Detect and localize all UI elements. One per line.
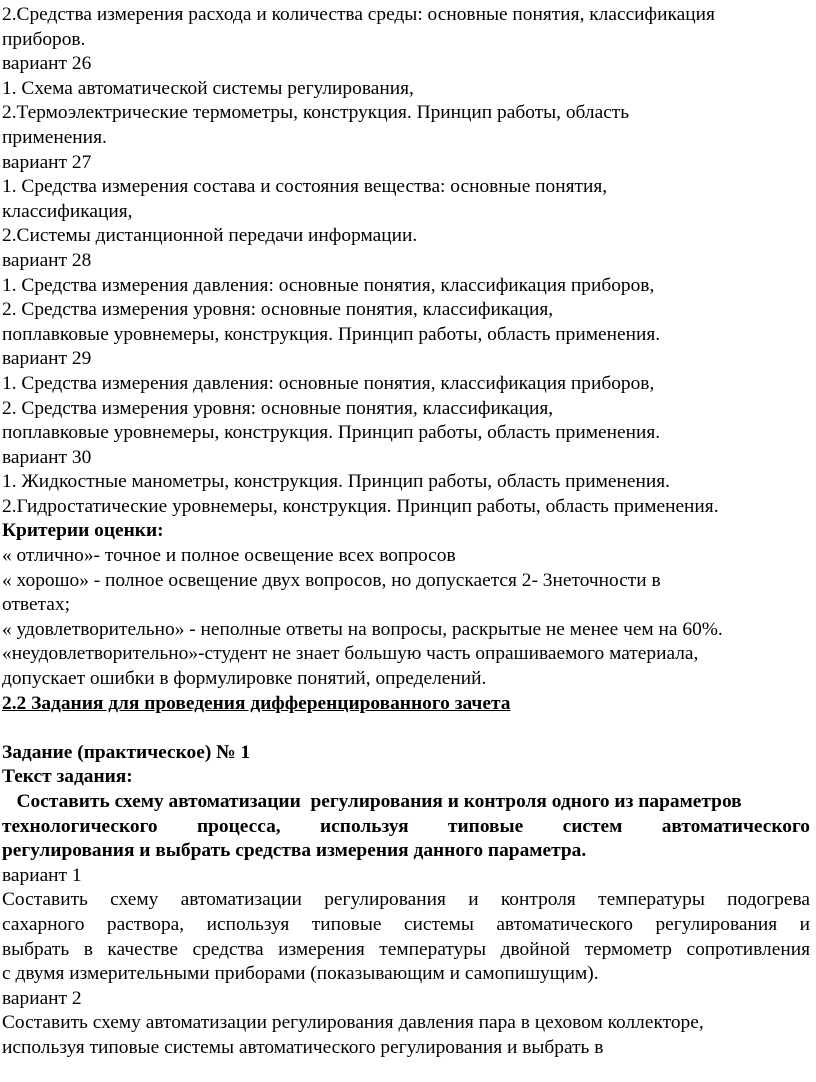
task-text-label: Текст задания: bbox=[2, 766, 133, 788]
text-line: 2. Средства измерения уровня: основные понятия, классификация, bbox=[2, 397, 554, 419]
text-line: применения. bbox=[2, 126, 107, 148]
text-line: 2.Термоэлектрические термометры, конструкция. Принцип работы, область bbox=[2, 102, 630, 124]
task-heading: Задание (практическое) № 1 bbox=[2, 741, 251, 763]
text-line: приборов. bbox=[2, 28, 86, 50]
variant-heading: вариант 29 bbox=[2, 348, 92, 370]
text-line: 2.Средства измерения расхода и количества среды: основные понятия, классификация bbox=[2, 4, 715, 25]
text-line: 2. Средства измерения уровня: основные понятия, классификация, bbox=[2, 299, 554, 321]
text-line: с двумя измерительными приборами (показывающим и самопишущим). bbox=[2, 963, 599, 985]
criteria-line: « хорошо» - полное освещение двух вопросов, но допускается 2- 3неточности в bbox=[2, 569, 661, 591]
criteria-heading: Критерии оценки: bbox=[2, 520, 164, 542]
variant-heading: вариант 2 bbox=[2, 987, 82, 1009]
text-line: поплавковые уровнемеры, конструкция. Принцип работы, область применения. bbox=[2, 422, 661, 444]
text-line: выбрать в качестве средства измерения температуры двойной термометр сопротивления bbox=[2, 938, 810, 960]
variant-heading: вариант 30 bbox=[2, 446, 92, 468]
text-line: 1. Средства измерения состава и состояния вещества: основные понятия, bbox=[2, 176, 608, 198]
variant-heading: вариант 1 bbox=[2, 864, 82, 886]
criteria-line: « удовлетворительно» - неполные ответы на вопросы, раскрытые не менее чем на 60%. bbox=[2, 618, 723, 640]
variant-heading: вариант 26 bbox=[2, 53, 92, 75]
text-line: Составить схему автоматизации регулирования давления пара в цеховом коллекторе, bbox=[2, 1012, 704, 1034]
text-line: классификация, bbox=[2, 200, 133, 222]
text-line: 2.Системы дистанционной передачи информации. bbox=[2, 225, 418, 247]
text-line: 1. Средства измерения давления: основные понятия, классификация приборов, bbox=[2, 274, 655, 296]
text-line: 1. Средства измерения давления: основные понятия, классификация приборов, bbox=[2, 372, 655, 394]
task-text-line: технологического процесса, используя типовые систем автоматического bbox=[2, 815, 810, 837]
variant-heading: вариант 28 bbox=[2, 249, 92, 271]
text-line: сахарного раствора, используя типовые системы автоматического регулирования и bbox=[2, 913, 810, 935]
text-line: 1. Жидкостные манометры, конструкция. Принцип работы, область применения. bbox=[2, 471, 670, 493]
text-line: поплавковые уровнемеры, конструкция. Принцип работы, область применения. bbox=[2, 323, 661, 345]
text-line: используя типовые системы автоматического регулирования и выбрать в bbox=[2, 1036, 604, 1058]
criteria-line: «неудовлетворительно»-студент не знает большую часть опрашиваемого материала, bbox=[2, 643, 699, 665]
blank-line bbox=[2, 716, 810, 741]
criteria-line: ответах; bbox=[2, 594, 70, 616]
task-text-line: Составить схему автоматизации регулирования и контроля одного из параметров bbox=[2, 791, 742, 812]
text-line: Составить схему автоматизации регулирования и контроля температуры подогрева bbox=[2, 889, 810, 911]
criteria-line: « отлично»- точное и полное освещение всех вопросов bbox=[2, 545, 456, 567]
variant-heading: вариант 27 bbox=[2, 151, 92, 173]
task-text-line: регулирования и выбрать средства измерения данного параметра. bbox=[2, 840, 587, 862]
criteria-line: допускает ошибки в формулировке понятий, определений. bbox=[2, 668, 487, 690]
text-line: 1. Схема автоматической системы регулирования, bbox=[2, 77, 414, 99]
text-line: 2.Гидростатические уровнемеры, конструкция. Принцип работы, область применения. bbox=[2, 495, 719, 517]
section-heading: 2.2 Задания для проведения дифференцированного зачета bbox=[2, 692, 511, 714]
